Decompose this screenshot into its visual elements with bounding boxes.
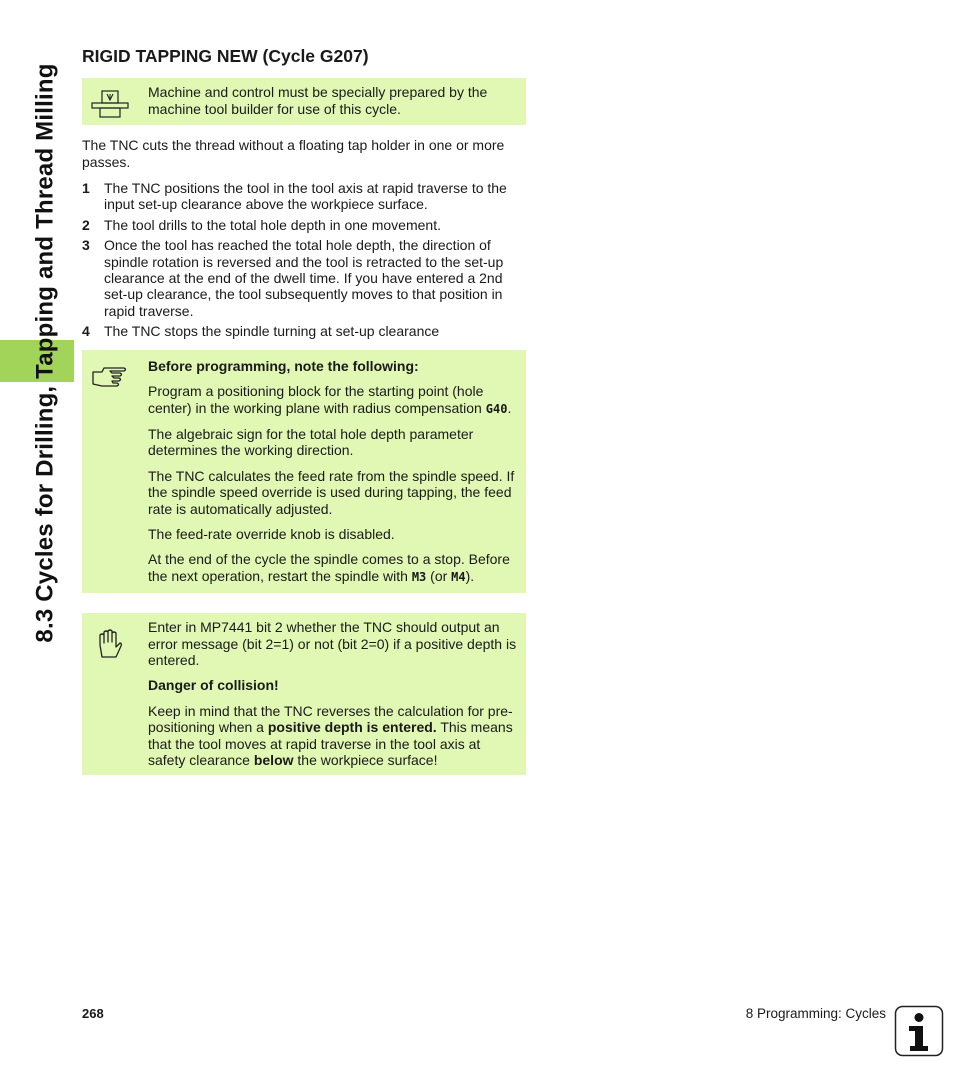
info-icon xyxy=(894,1005,944,1057)
step-number: 3 xyxy=(82,237,90,254)
list-item xyxy=(82,237,526,319)
chapter-side-title xyxy=(26,48,66,658)
programming-note-p4: The feed-rate override knob is disabled. xyxy=(148,525,395,542)
programming-note-p2: The algebraic sign for the total hole depth parameter determines the working direction. xyxy=(148,425,474,459)
p5-mid: (or xyxy=(426,567,452,584)
page-number: 268 xyxy=(82,1006,104,1021)
main-content xyxy=(82,48,526,775)
p2-d: below xyxy=(253,752,294,768)
code-m3: M3 xyxy=(411,569,427,584)
step-number: 1 xyxy=(82,180,90,197)
programming-note-p5 xyxy=(148,551,518,585)
programming-note-p1 xyxy=(148,383,518,417)
step-text: The tool drills to the total hole depth in one movement. xyxy=(104,216,441,233)
programming-note-p3: The TNC calculates the feed rate from the spindle speed. If the spindle speed override is used during tapping, the feed rate is automatically adjusted. xyxy=(148,467,515,517)
p2-a: Keep in mind that the TNC reverses the calculation for pre-positioning when a xyxy=(148,702,513,736)
p1-end: . xyxy=(507,399,512,416)
p2-c: This means that the tool moves at rapid traverse in the tool axis at safety clearance xyxy=(148,719,513,768)
machine-note-text: Machine and control must be specially prepared by the machine tool builder for use of this cycle. xyxy=(148,84,488,117)
machine-icon xyxy=(90,88,130,122)
step-text: The TNC stops the spindle turning at set-up clearance xyxy=(104,323,440,340)
programming-note-box xyxy=(82,350,526,593)
step-text: Once the tool has reached the total hole depth, the direction of spindle rotation is reversed and the tool is retracted to the set-up clearance at the end of the dwell time. If you have entered a 2nd set-up clearance, the tool subsequently moves to that position in rapid traverse. xyxy=(104,237,504,319)
p5-text: At the end of the cycle the spindle comes to a stop. Before the next operation, restart the spindle with xyxy=(148,551,510,584)
page-heading: RIGID TAPPING NEW (Cycle G207) xyxy=(82,46,369,66)
step-number: 4 xyxy=(82,323,90,340)
warning-note-p1: Enter in MP7441 bit 2 whether the TNC should output an error message (bit 2=1) or not (bit 2=0) if a positive depth is entered. xyxy=(148,619,517,668)
hand-stop-icon xyxy=(90,627,130,661)
intro-paragraph: The TNC cuts the thread without a floating tap holder in one or more passes. xyxy=(82,137,505,170)
list-item xyxy=(82,323,526,339)
warning-note-p2 xyxy=(148,703,518,769)
warning-note-box xyxy=(82,613,526,775)
step-text: The TNC positions the tool in the tool axis at rapid traverse to the input set-up clearance above the workpiece surface. xyxy=(104,180,507,213)
p5-end: ). xyxy=(465,567,475,584)
chapter-title-text: 8.3 Cycles for Drilling, Tapping and Thread Milling xyxy=(32,63,60,643)
list-item xyxy=(82,180,526,213)
pointing-hand-icon xyxy=(90,360,130,394)
danger-label: Danger of collision! xyxy=(148,677,279,694)
code-m4: M4 xyxy=(451,569,466,584)
list-item xyxy=(82,217,526,233)
p1-text: Program a positioning block for the starting point (hole center) in the working plane with radius compensation xyxy=(148,383,486,416)
step-number: 2 xyxy=(82,216,90,233)
p2-e: the workpiece surface! xyxy=(293,752,438,768)
p2-b: positive depth is entered. xyxy=(267,719,437,736)
footer-chapter: 8 Programming: Cycles xyxy=(745,1006,886,1021)
code-g40: G40 xyxy=(485,401,508,416)
steps-list xyxy=(82,180,526,340)
programming-note-title: Before programming, note the following: xyxy=(148,357,419,374)
machine-note-box xyxy=(82,78,526,125)
